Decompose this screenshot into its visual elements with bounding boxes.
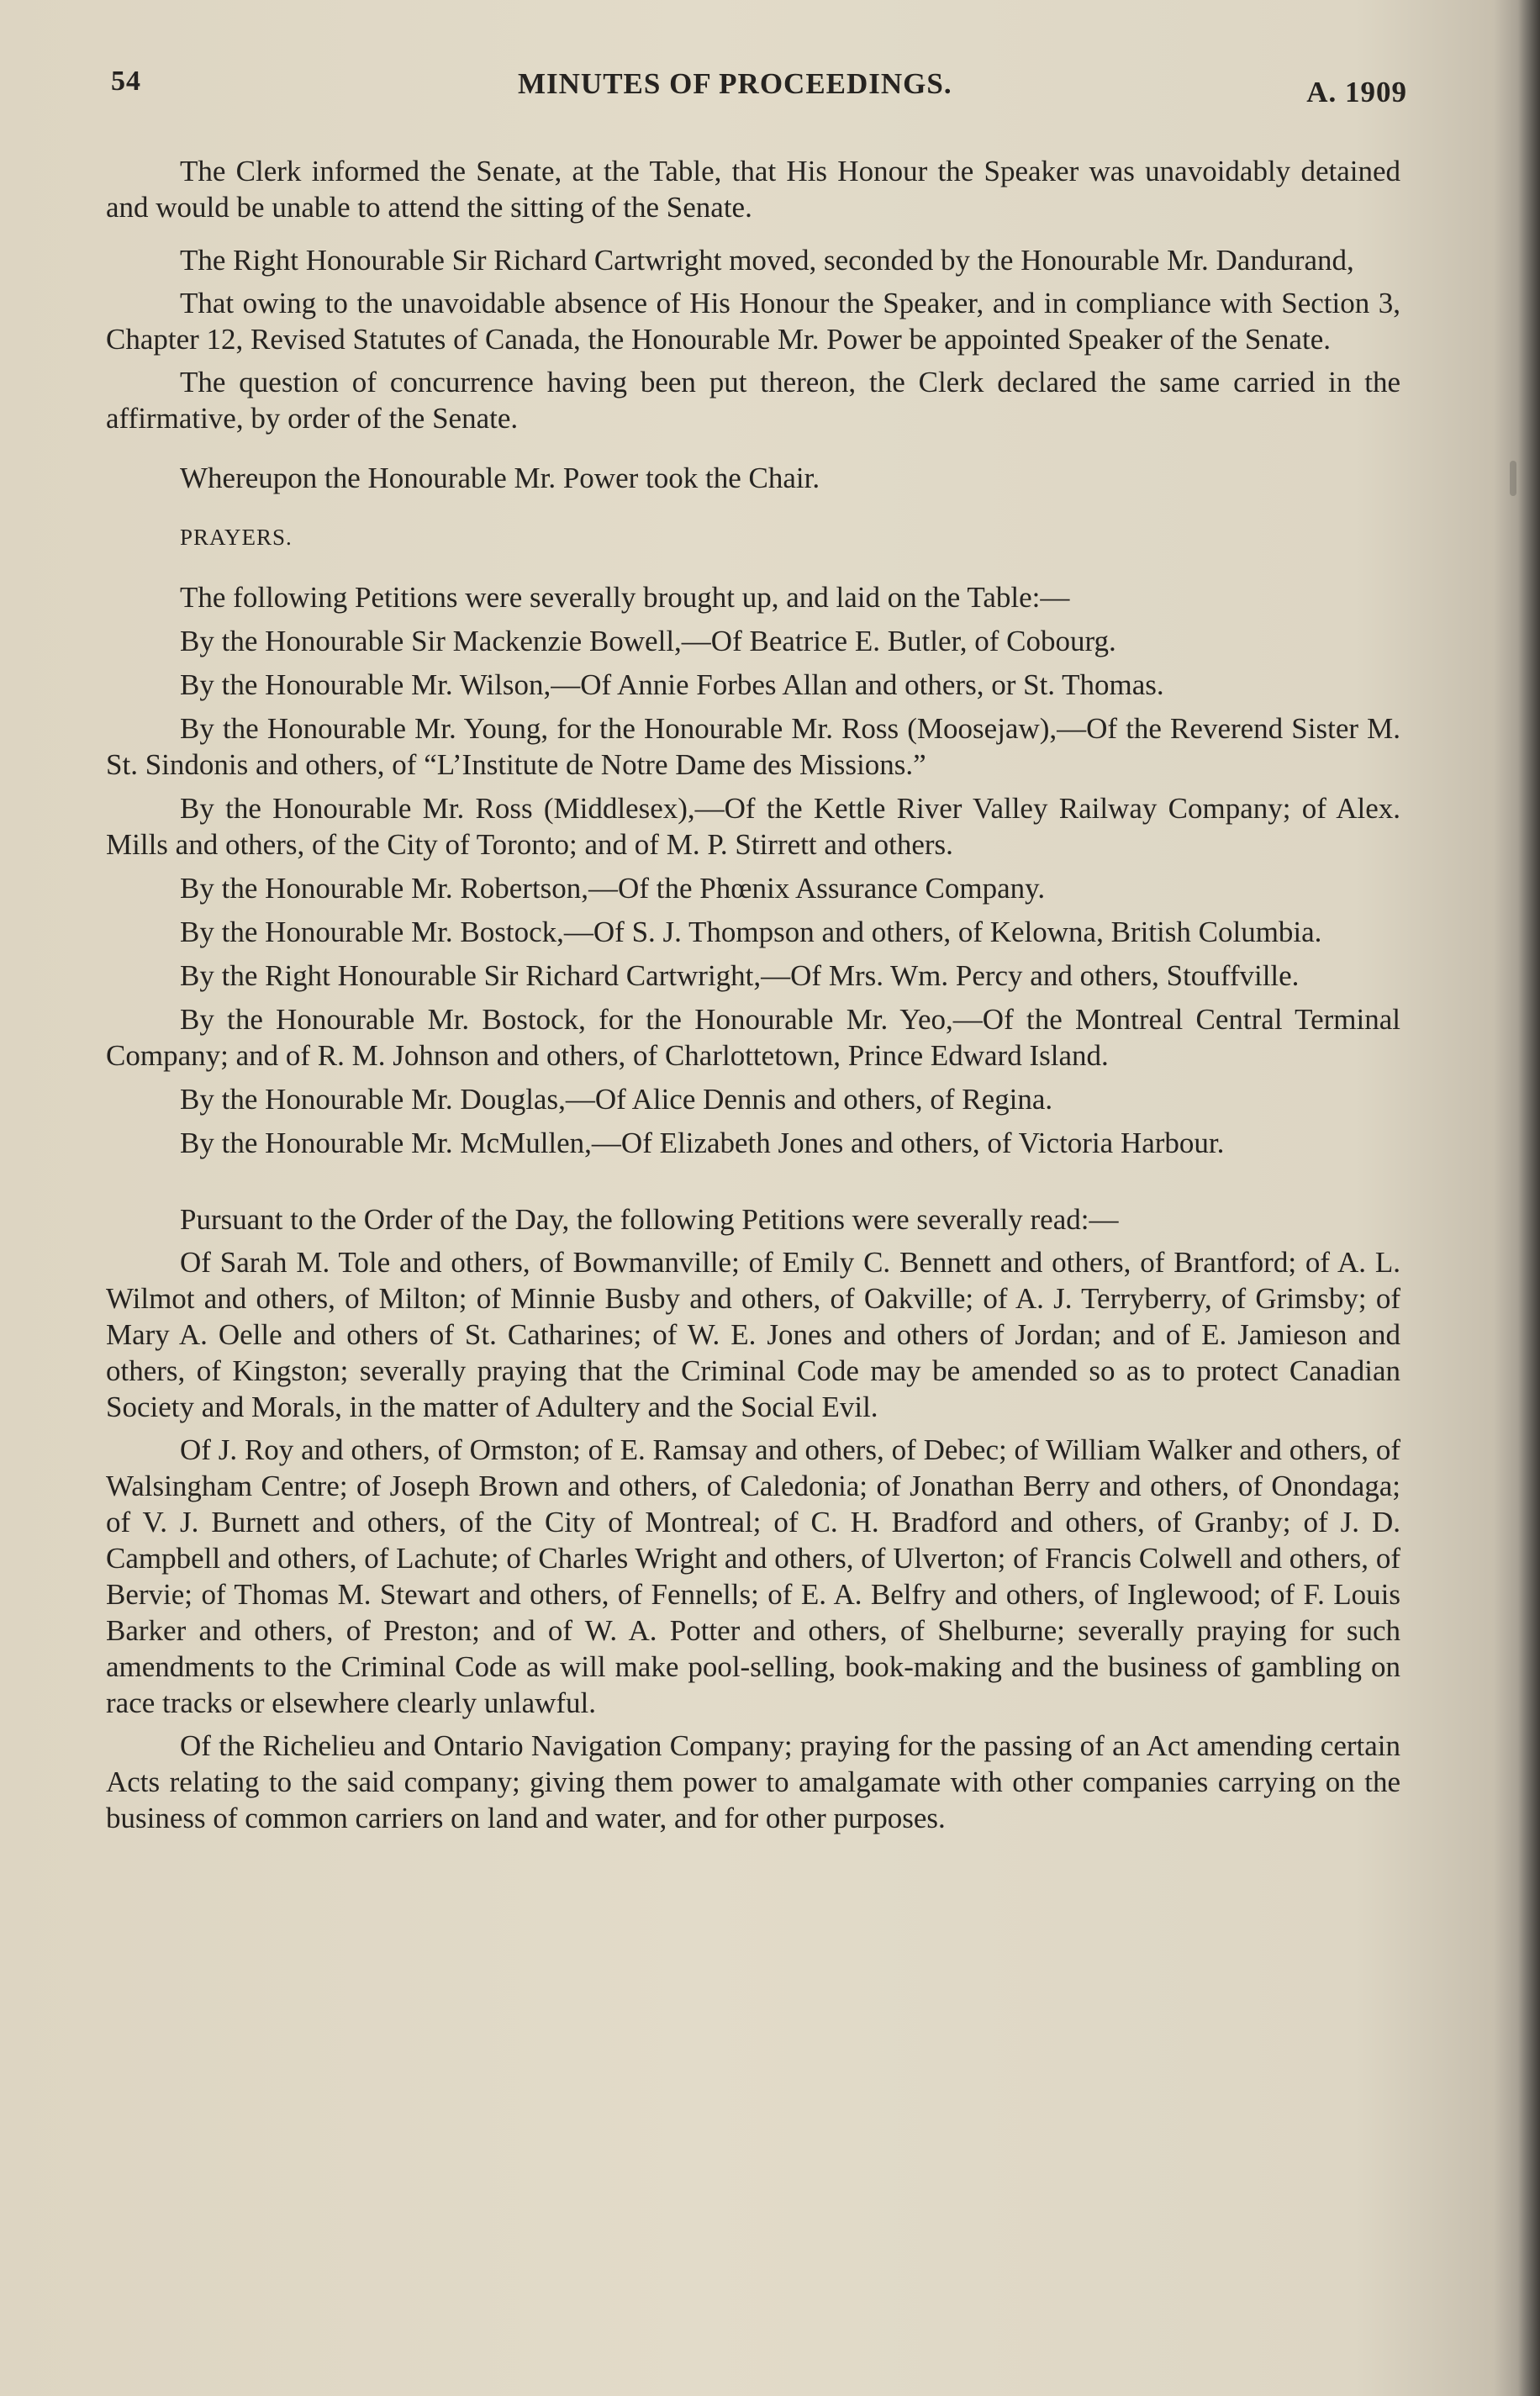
petition-item: By the Honourable Mr. Robertson,—Of the Phœnix Assurance Company. — [180, 872, 1046, 905]
petition-item: By the Honourable Mr. Young, for the Honourable Mr. Ross (Moosejaw),—Of the Reverend Sister M. St. Sindonis and others, of “L’Institute de Notre Dame des Missions.” — [106, 712, 1400, 781]
petition-item: By the Honourable Mr. Wilson,—Of Annie Forbes Allan and others, or St. Thomas. — [180, 668, 1164, 701]
running-title: MINUTES OF PROCEEDINGS. — [518, 67, 952, 100]
prayers-heading: PRAYERS. — [180, 525, 293, 550]
motion-text: That owing to the unavoidable absence of His Honour the Speaker, and in compliance with Section 3, Chapter 12, Revised Statutes of Canada, the Honourable Mr. Power be appointed Speaker of the Senate. — [106, 287, 1400, 356]
petition-item: By the Right Honourable Sir Richard Cartwright,—Of Mrs. Wm. Percy and others, Stouffville. — [180, 959, 1300, 992]
petitions-intro: The following Petitions were severally brought up, and laid on the Table:— — [180, 581, 1070, 614]
petition-item: By the Honourable Mr. McMullen,—Of Elizabeth Jones and others, of Victoria Harbour. — [180, 1127, 1225, 1159]
clerk-notice: The Clerk informed the Senate, at the Table, that His Honour the Speaker was unavoidably detained and would be unable to attend the sitting of the Senate. — [106, 155, 1400, 224]
petition-item: By the Honourable Mr. Douglas,—Of Alice Dennis and others, of Regina. — [180, 1083, 1053, 1116]
margin-mark — [1510, 461, 1516, 496]
minutes-body — [106, 153, 1400, 1836]
petition-item: By the Honourable Mr. Ross (Middlesex),—Of the Kettle River Valley Railway Company; of Alex. Mills and others, of the City of Toronto; and of M. P. Stirrett and others. — [106, 792, 1400, 861]
running-header — [111, 61, 1414, 111]
page-binding-shadow — [1518, 0, 1540, 2396]
session-year: A. 1909 — [1306, 76, 1407, 108]
concurrence-paragraph: The question of concurrence having been put thereon, the Clerk declared the same carried in the affirmative, by order of the Senate. — [106, 366, 1400, 435]
read-petitions-intro: Pursuant to the Order of the Day, the following Petitions were severally read:— — [180, 1203, 1119, 1236]
read-petition-item: Of the Richelieu and Ontario Navigation Company; praying for the passing of an Act amending certain Acts relating to the said company; giving them power to amalgamate with other companies carrying on the business of common carriers on land and water, and for other purposes. — [106, 1729, 1400, 1834]
petition-item: By the Honourable Mr. Bostock, for the Honourable Mr. Yeo,—Of the Montreal Central Terminal Company; and of R. M. Johnson and others, of Charlottetown, Prince Edward Island. — [106, 1003, 1400, 1072]
petition-item: By the Honourable Sir Mackenzie Bowell,—Of Beatrice E. Butler, of Cobourg. — [180, 625, 1116, 657]
read-petition-item: Of J. Roy and others, of Ormston; of E. Ramsay and others, of Debec; of William Walker and others, of Walsingham Centre; of Joseph Brown and others, of Caledonia; of Jonathan Berry and others, of Onondaga; of V. J. Burnett and others, of the City of Montreal; of C. H. Bradford and others, of Granby; of J. D. Campbell and others, of Lachute; of Charles Wright and others, of Ulverton; of Francis Colwell and others, of Bervie; of Thomas M. Stewart and others, of Fennells; of E. A. Belfry and others, of Inglewood; of F. Louis Barker and others, of Preston; and of W. A. Potter and others, of Shelburne; severally praying for such amendments to the Criminal Code as will make pool-selling, book-making and the business of gambling on race tracks or elsewhere clearly unlawful. — [106, 1433, 1400, 1719]
chair-paragraph: Whereupon the Honourable Mr. Power took the Chair. — [180, 462, 820, 494]
motion-intro: The Right Honourable Sir Richard Cartwright moved, seconded by the Honourable Mr. Dandurand, — [180, 244, 1354, 277]
page-number: 54 — [111, 66, 141, 97]
petition-item: By the Honourable Mr. Bostock,—Of S. J. Thompson and others, of Kelowna, British Columbia. — [180, 916, 1322, 948]
read-petition-item: Of Sarah M. Tole and others, of Bowmanville; of Emily C. Bennett and others, of Brantford; of A. L. Wilmot and others, of Milton; of Minnie Busby and others, of Oakville; of A. J. Terryberry, of Grimsby; of Mary A. Oelle and others of St. Catharines; of W. E. Jones and others of Jordan; and of E. Jamieson and others, of Kingston; severally praying that the Criminal Code may be amended so as to protect Canadian Society and Morals, in the matter of Adultery and the Social Evil. — [106, 1246, 1400, 1423]
